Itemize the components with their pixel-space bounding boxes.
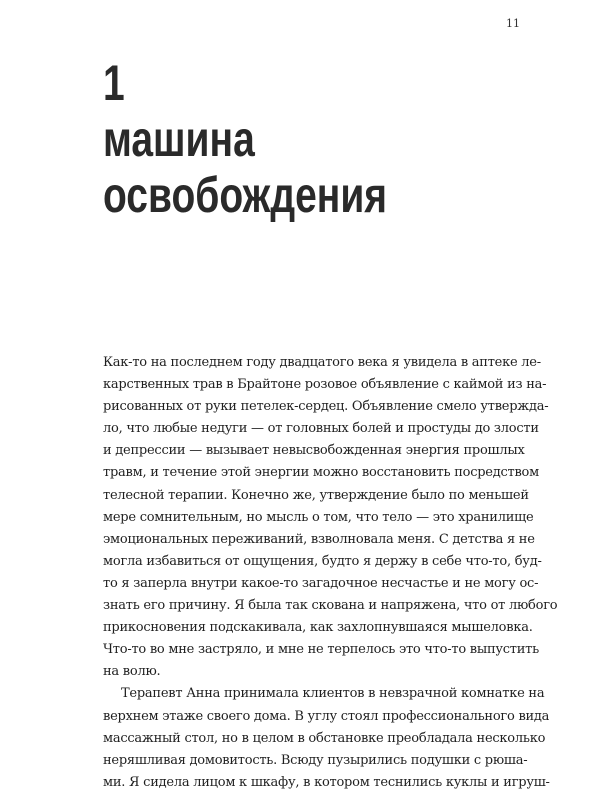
text-line: и депрессии — вызывает невысвобожденная энергия прошлых	[103, 443, 525, 459]
text-line: Что-то во мне застряло, и мне не терпелось это что-то выпустить	[103, 642, 539, 658]
text-line: на волю.	[103, 664, 161, 680]
text-line: знать его причину. Я была так скована и напряжена, что от любого	[103, 598, 558, 614]
page-number: 11	[506, 17, 520, 30]
text-line: могла избавиться от ощущения, будто я держу в себе что-то, буд-	[103, 553, 542, 569]
chapter-title-line-1: машина	[103, 111, 255, 167]
chapter-heading	[103, 55, 387, 223]
text-line: карственных трав в Брайтоне розовое объявление с каймой из на-	[103, 377, 547, 393]
text-line: массажный стол, но в целом в обстановке преобладала несколько	[103, 730, 546, 746]
text-line: ми. Я сидела лицом к шкафу, в котором теснились куклы и игруш-	[103, 774, 550, 790]
text-line: прикосновения подскакивала, как захлопнувшаяся мышеловка.	[103, 620, 533, 636]
chapter-number: 1	[103, 55, 125, 111]
text-line: Терапевт Анна принимала клиентов в невзрачной комнатке на	[121, 686, 545, 702]
text-line: то я заперла внутри какое-то загадочное несчастье и не могу ос-	[103, 575, 539, 591]
text-line: неряшливая домовитость. Всюду пузырились подушки с рюша-	[103, 752, 528, 768]
text-line: рисованных от руки петелек-сердец. Объявление смело утвержда-	[103, 399, 549, 415]
text-line: мере сомнительным, но мысль о том, что тело — это хранилище	[103, 509, 534, 525]
body-text	[103, 352, 558, 794]
text-line: травм, и течение этой энергии можно восстановить посредством	[103, 465, 539, 481]
text-line: телесной терапии. Конечно же, утверждение было по меньшей	[103, 487, 529, 503]
text-line: Как-то на последнем году двадцатого века я увидела в аптеке ле-	[103, 355, 541, 370]
text-line: эмоциональных переживаний, взволновала меня. С детства я не	[103, 531, 535, 547]
text-line: верхнем этаже своего дома. В углу стоял профессионального вида	[103, 708, 550, 724]
text-line: ло, что любые недуги — от головных болей и простуды до злости	[103, 421, 539, 437]
chapter-title-line-2: освобождения	[103, 167, 388, 223]
